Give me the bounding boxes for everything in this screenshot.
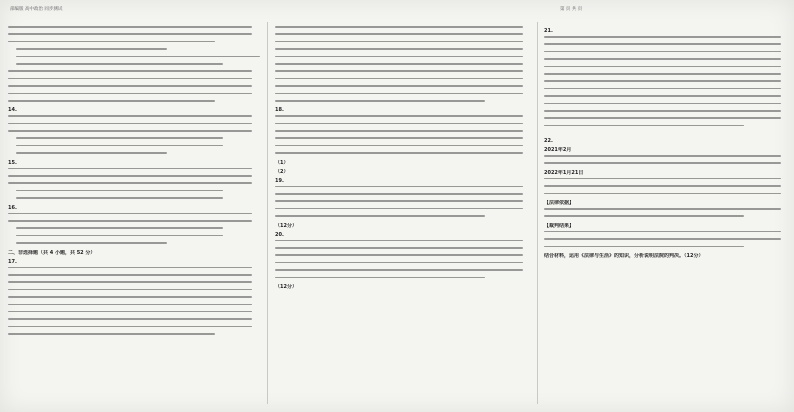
text-line	[16, 137, 223, 139]
section-label: 【裁判结果】	[544, 222, 575, 229]
text-line	[8, 115, 252, 117]
text-line	[544, 178, 781, 180]
text-line	[8, 123, 252, 125]
question-number: 19.	[275, 177, 284, 184]
text-line	[8, 41, 215, 43]
text-line	[544, 162, 781, 164]
text-line	[8, 281, 252, 283]
date-label: 2021年2月	[544, 147, 572, 154]
text-line	[16, 227, 223, 229]
text-line	[275, 48, 523, 50]
text-line	[544, 73, 781, 75]
text-line	[8, 289, 252, 291]
text-line	[8, 311, 252, 313]
text-line	[8, 182, 252, 184]
text-line	[8, 78, 252, 80]
text-line	[275, 130, 523, 132]
text-line	[8, 333, 215, 335]
column-divider	[537, 22, 538, 404]
text-line	[544, 66, 781, 68]
question-number: 22.	[544, 138, 553, 145]
text-line	[275, 186, 523, 188]
text-line	[544, 103, 781, 105]
text-line	[275, 269, 523, 271]
text-line	[16, 48, 167, 50]
text-line	[16, 63, 223, 65]
text-line	[16, 152, 167, 154]
text-line	[275, 70, 523, 72]
text-line	[16, 56, 260, 58]
text-line	[275, 208, 523, 210]
text-line	[544, 80, 781, 82]
question-number: 15.	[8, 159, 17, 166]
text-line	[275, 262, 523, 264]
text-line	[544, 88, 781, 90]
section-heading: 二、非选择题（共 4 小题，共 52 分）	[8, 249, 96, 256]
text-line	[8, 70, 252, 72]
text-line	[275, 123, 523, 125]
question-number: 14.	[8, 107, 17, 114]
text-line	[544, 208, 781, 210]
text-line	[8, 304, 252, 306]
text-line	[8, 26, 252, 28]
text-line	[8, 93, 252, 95]
text-line	[275, 240, 523, 242]
right-column	[544, 26, 788, 404]
left-column	[8, 26, 260, 404]
text-line	[544, 117, 781, 119]
text-line	[275, 41, 523, 43]
text-line	[8, 213, 252, 215]
sub-question: （1）	[275, 159, 289, 166]
text-line	[275, 215, 485, 217]
text-line	[275, 78, 523, 80]
text-line	[8, 326, 252, 328]
question-number: 16.	[8, 204, 17, 211]
text-line	[275, 85, 523, 87]
date-label: 2022年1月21日	[544, 169, 584, 176]
text-line	[544, 51, 781, 53]
text-line	[544, 125, 744, 127]
column-divider	[267, 22, 268, 404]
text-line	[275, 137, 523, 139]
text-line	[544, 185, 781, 187]
text-line	[8, 175, 252, 177]
question-number: 18.	[275, 107, 284, 114]
text-line	[16, 190, 223, 192]
text-line	[8, 85, 252, 87]
text-line	[544, 110, 781, 112]
text-line	[8, 296, 252, 298]
text-line	[544, 155, 781, 157]
page-header-left: 部编版 高中政治 同步测试	[10, 7, 63, 12]
text-line	[8, 33, 252, 35]
score-note: （12分）	[275, 222, 297, 229]
text-line	[16, 197, 223, 199]
section-label: 【法律依据】	[544, 200, 575, 207]
text-line	[16, 145, 223, 147]
text-line	[544, 231, 781, 233]
text-line	[544, 43, 781, 45]
text-line	[275, 254, 523, 256]
text-line	[8, 318, 252, 320]
text-line	[544, 215, 744, 217]
text-line	[275, 115, 523, 117]
text-line	[275, 93, 523, 95]
text-line	[275, 56, 523, 58]
text-line	[8, 267, 252, 269]
text-line	[544, 193, 781, 195]
question-number: 20.	[275, 231, 284, 238]
score-note: （12分）	[275, 283, 297, 290]
text-line	[8, 274, 252, 276]
sub-question: （2）	[275, 168, 289, 175]
text-line	[275, 200, 523, 202]
text-line	[544, 246, 744, 248]
text-line	[544, 36, 781, 38]
sub-question: 结合材料，运用《法律与生活》的知识，分析说明法院的判决。（12分）	[544, 252, 704, 259]
text-line	[544, 238, 781, 240]
question-number: 17.	[8, 258, 17, 265]
text-line	[544, 58, 781, 60]
text-line	[275, 26, 523, 28]
middle-column	[275, 26, 531, 404]
text-line	[275, 152, 523, 154]
text-line	[275, 33, 523, 35]
text-line	[8, 100, 215, 102]
text-line	[8, 168, 252, 170]
text-line	[275, 100, 485, 102]
text-line	[8, 220, 252, 222]
text-line	[16, 235, 223, 237]
text-line	[275, 193, 523, 195]
page-header-right: 第 页 共 页	[560, 7, 583, 12]
text-line	[275, 63, 523, 65]
text-line	[16, 242, 167, 244]
text-line	[544, 95, 781, 97]
text-line	[8, 130, 252, 132]
question-number: 21.	[544, 28, 553, 34]
text-line	[275, 277, 485, 279]
text-line	[275, 145, 523, 147]
text-line	[275, 247, 523, 249]
